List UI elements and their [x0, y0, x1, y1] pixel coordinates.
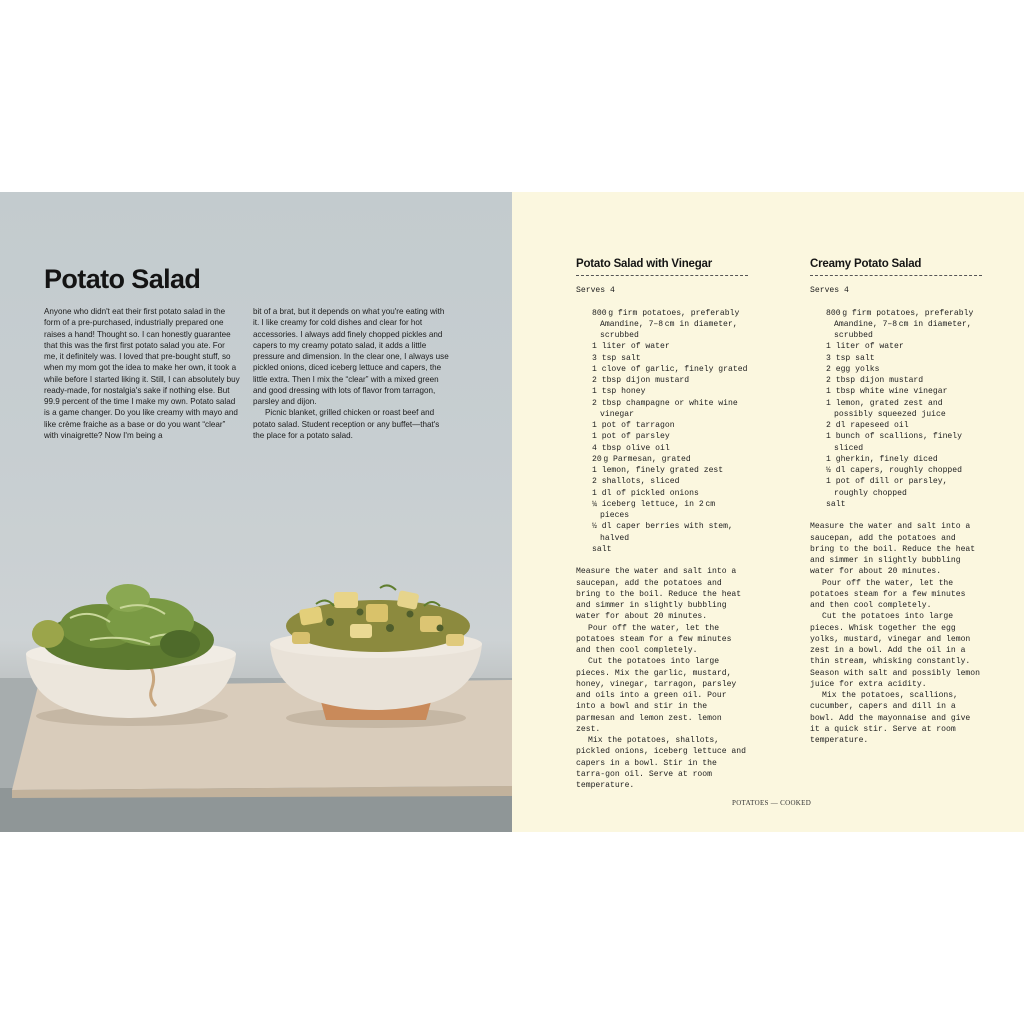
method-step: Measure the water and salt into a saucepan, add the potatoes and bring to the boil. Reduce the heat and simmer in slightly bubbling water for about 20 minutes.	[576, 567, 742, 622]
method-step: Mix the potatoes, shallots, pickled onions, iceberg lettuce and capers in a bowl. Stir in the tarra-gon oil. Serve at room temperature.	[576, 736, 746, 790]
ingredient-item: salt	[826, 499, 846, 509]
potato-salad-photo	[0, 548, 512, 832]
left-page	[0, 192, 512, 832]
method-step: Cut the potatoes into large pieces. Whisk together the egg yolks, mustard, vinegar and lemon zest in a bowl. Add the oil in a thin stream, whisking constantly. Season with salt and possibly lemon juice for extra acidity.	[810, 612, 980, 689]
ingredient-item: 1 pot of tarragon	[592, 421, 675, 430]
ingredient-item: 1 tbsp white wine vinegar	[826, 387, 948, 397]
ingredient-item: 1 dl of pickled onions	[592, 488, 699, 498]
ingredient-item: 1 clove of garlic, finely grated	[592, 364, 748, 374]
ingredient-item: ½ dl capers, roughly chopped	[826, 466, 962, 475]
ingredient-item: 2 tbsp dijon mustard	[592, 376, 690, 385]
ingredient-item: 1 liter of water	[826, 342, 904, 352]
book-spread	[0, 192, 1024, 832]
ingredient-item: 1 bunch of scallions, finely sliced	[826, 432, 962, 453]
ingredient-item: 1 pot of dill or parsley, roughly chopped	[826, 477, 948, 498]
ingredient-item: 800 g firm potatoes, preferably Amandine, 7–8 cm in diameter, scrubbed	[826, 308, 974, 340]
method	[810, 521, 982, 746]
method-step: Pour off the water, let the potatoes steam for a few minutes and then cool completely.	[810, 578, 966, 610]
method-step: Pour off the water, let the potatoes steam for a few minutes and then cool completely.	[576, 623, 732, 655]
ingredient-item: 1 liter of water	[592, 342, 670, 352]
intro-paragraph: Anyone who didn't eat their first potato salad in the form of a pre-purchased, industrially prepared one raises a hand! Thought so. I can honestly guarantee that this was the first first potato salad you ate. For me, it definitely was. I loved that pre-bought stuff, so when my mom got the idea to make her own, it took a while before I started liking it. Still, I can absolutely buy ready-made, for nostalgia's sake if nothing else. But 99.9 percent of the time I make my own. Potato salad is a game changer. Do you like creamy with mayo and like crème fraiche as a base or do you want “clear” with vinaigrette? Now I'm being a	[44, 307, 240, 440]
serves-label: Serves 4	[810, 286, 849, 295]
page-title: Potato Salad	[44, 264, 201, 294]
ingredient-item: 3 tsp salt	[826, 353, 875, 363]
ingredient-item: 2 dl rapeseed oil	[826, 421, 909, 430]
intro-paragraph: bit of a brat, but it depends on what you're eating with it. I like creamy for cold dishes and clear for hot accessories. I always add finely chopped pickles and capers to my creamy potato salad, it adds a little pressure and dimension. In the clear one, I always use pickled onions, diced iceberg lettuce and capers, the little extra. Then I mix the “clear” with a mixed green and good dressing with lots of flavor from tarragon, parsley and dijon.	[253, 307, 449, 406]
ingredient-item: ½ dl caper berries with stem, halved	[592, 522, 733, 543]
ingredient-item: 4 tbsp olive oil	[592, 443, 670, 453]
intro-column-2	[253, 306, 449, 441]
ingredient-item: 20 g Parmesan, grated	[592, 454, 691, 464]
recipe-title: Potato Salad with Vinegar	[576, 258, 748, 276]
ingredient-item: 2 tbsp champagne or white wine vinegar	[592, 398, 738, 419]
ingredient-item: salt	[592, 544, 612, 554]
recipe-creamy-potato-salad	[810, 258, 982, 746]
ingredient-item: 800 g firm potatoes, preferably Amandine, 7–8 cm in diameter, scrubbed	[592, 308, 740, 340]
ingredient-item: 1 gherkin, finely diced	[826, 454, 938, 464]
ingredient-item: 1 lemon, grated zest and possibly squeezed juice	[826, 398, 946, 419]
recipe-title: Creamy Potato Salad	[810, 258, 982, 276]
intro-column-1	[44, 306, 240, 441]
ingredient-item: ¼ iceberg lettuce, in 2 cm pieces	[592, 499, 716, 520]
ingredient-item: 1 tsp honey	[592, 387, 646, 397]
method-step: Mix the potatoes, scallions, cucumber, capers and dill in a bowl. Add the mayonnaise and give it a quick stir. Serve at room temperature.	[810, 691, 971, 745]
recipe-potato-salad-with-vinegar	[576, 258, 748, 791]
serves-label: Serves 4	[576, 286, 615, 295]
ingredient-item: 2 tbsp dijon mustard	[826, 376, 924, 385]
ingredient-item: 2 shallots, sliced	[592, 477, 680, 487]
ingredient-item: 3 tsp salt	[592, 353, 641, 363]
method-step: Cut the potatoes into large pieces. Mix the garlic, mustard, honey, vinegar, tarragon, parsley and oils into a green oil. Pour into a bowl and stir in the parmesan and lemon zest. lemon zest.	[576, 657, 737, 734]
right-page	[512, 192, 1024, 832]
ingredient-item: 2 egg yolks	[826, 364, 880, 374]
ingredient-list	[576, 308, 748, 556]
ingredient-item: 1 lemon, finely grated zest	[592, 466, 724, 475]
method-step: Measure the water and salt into a saucepan, add the potatoes and bring to the boil. Reduce the heat and simmer in slightly bubbling water for about 20 minutes.	[810, 522, 976, 577]
page-folio: POTATOES — COOKED	[732, 799, 812, 807]
ingredient-list	[810, 308, 982, 511]
intro-paragraph: Picnic blanket, grilled chicken or roast beef and potato salad. Student reception or any buffet—that's the place for a potato salad.	[253, 408, 440, 440]
method	[576, 566, 748, 791]
ingredient-item: 1 pot of parsley	[592, 432, 670, 442]
